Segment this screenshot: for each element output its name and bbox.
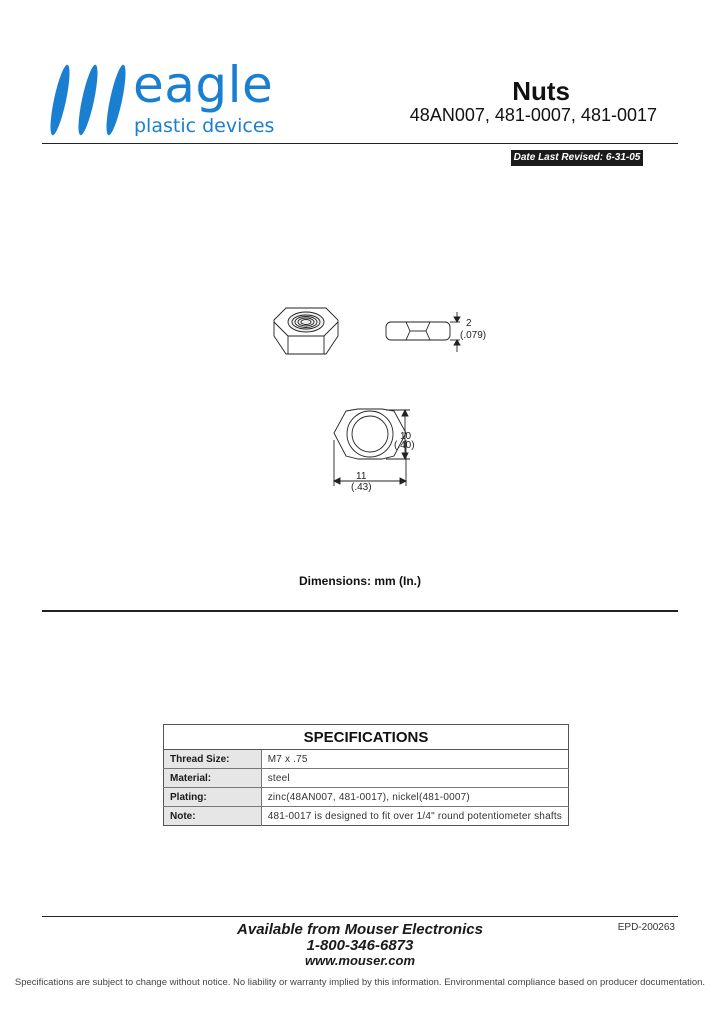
nut-side-view <box>386 312 460 352</box>
header-divider <box>42 143 678 144</box>
disclaimer: Specifications are subject to change without notice. No liability or warranty implied by this information. Environmental compliance based on producer documentation. <box>14 977 706 988</box>
table-row <box>164 769 569 788</box>
nut-isometric-view <box>274 308 338 354</box>
nut-drawing <box>260 300 500 500</box>
revised-badge <box>511 150 643 166</box>
table-row <box>164 750 569 769</box>
revised-date: 6-31-05 <box>605 152 641 163</box>
brand-tagline: plastic devices <box>134 115 275 137</box>
website-link[interactable]: www.mouser.com <box>304 953 416 968</box>
spec-value: M7 x .75 <box>261 750 568 769</box>
spec-label: Plating: <box>164 788 262 807</box>
height-in: (.40) <box>394 440 415 451</box>
specifications-title: SPECIFICATIONS <box>164 725 569 750</box>
table-row <box>164 788 569 807</box>
revised-label: Date Last Revised: <box>513 152 604 163</box>
footer-divider <box>42 916 678 917</box>
spec-value: zinc(48AN007, 481-0017), nickel(481-0007) <box>261 788 568 807</box>
spec-value: 481-0017 is designed to fit over 1/4" round potentiometer shafts <box>261 807 568 826</box>
table-row <box>164 807 569 826</box>
spec-label: Note: <box>164 807 262 826</box>
document-code: EPD-200263 <box>617 922 675 933</box>
width-mm: 11 <box>356 471 367 482</box>
section-divider <box>42 610 678 612</box>
thickness-mm: 2 <box>466 318 472 329</box>
spec-label: Thread Size: <box>164 750 262 769</box>
phone-number: 1-800-346-6873 <box>306 937 414 954</box>
part-numbers: 48AN007, 481-0007, 481-0017 <box>409 105 657 125</box>
spec-label: Material: <box>164 769 262 788</box>
availability-text: Available from Mouser Electronics <box>237 921 483 938</box>
width-in: (.43) <box>351 482 372 493</box>
spec-value: steel <box>261 769 568 788</box>
dimensions-caption: Dimensions: mm (In.) <box>298 574 421 588</box>
brand-name: eagle <box>133 56 274 114</box>
thickness-in: (.079) <box>460 330 487 341</box>
page-title: Nuts <box>512 76 570 106</box>
specifications-table <box>163 724 569 826</box>
height-mm: 10 <box>400 431 412 442</box>
eagle-logo-icon <box>46 62 132 138</box>
